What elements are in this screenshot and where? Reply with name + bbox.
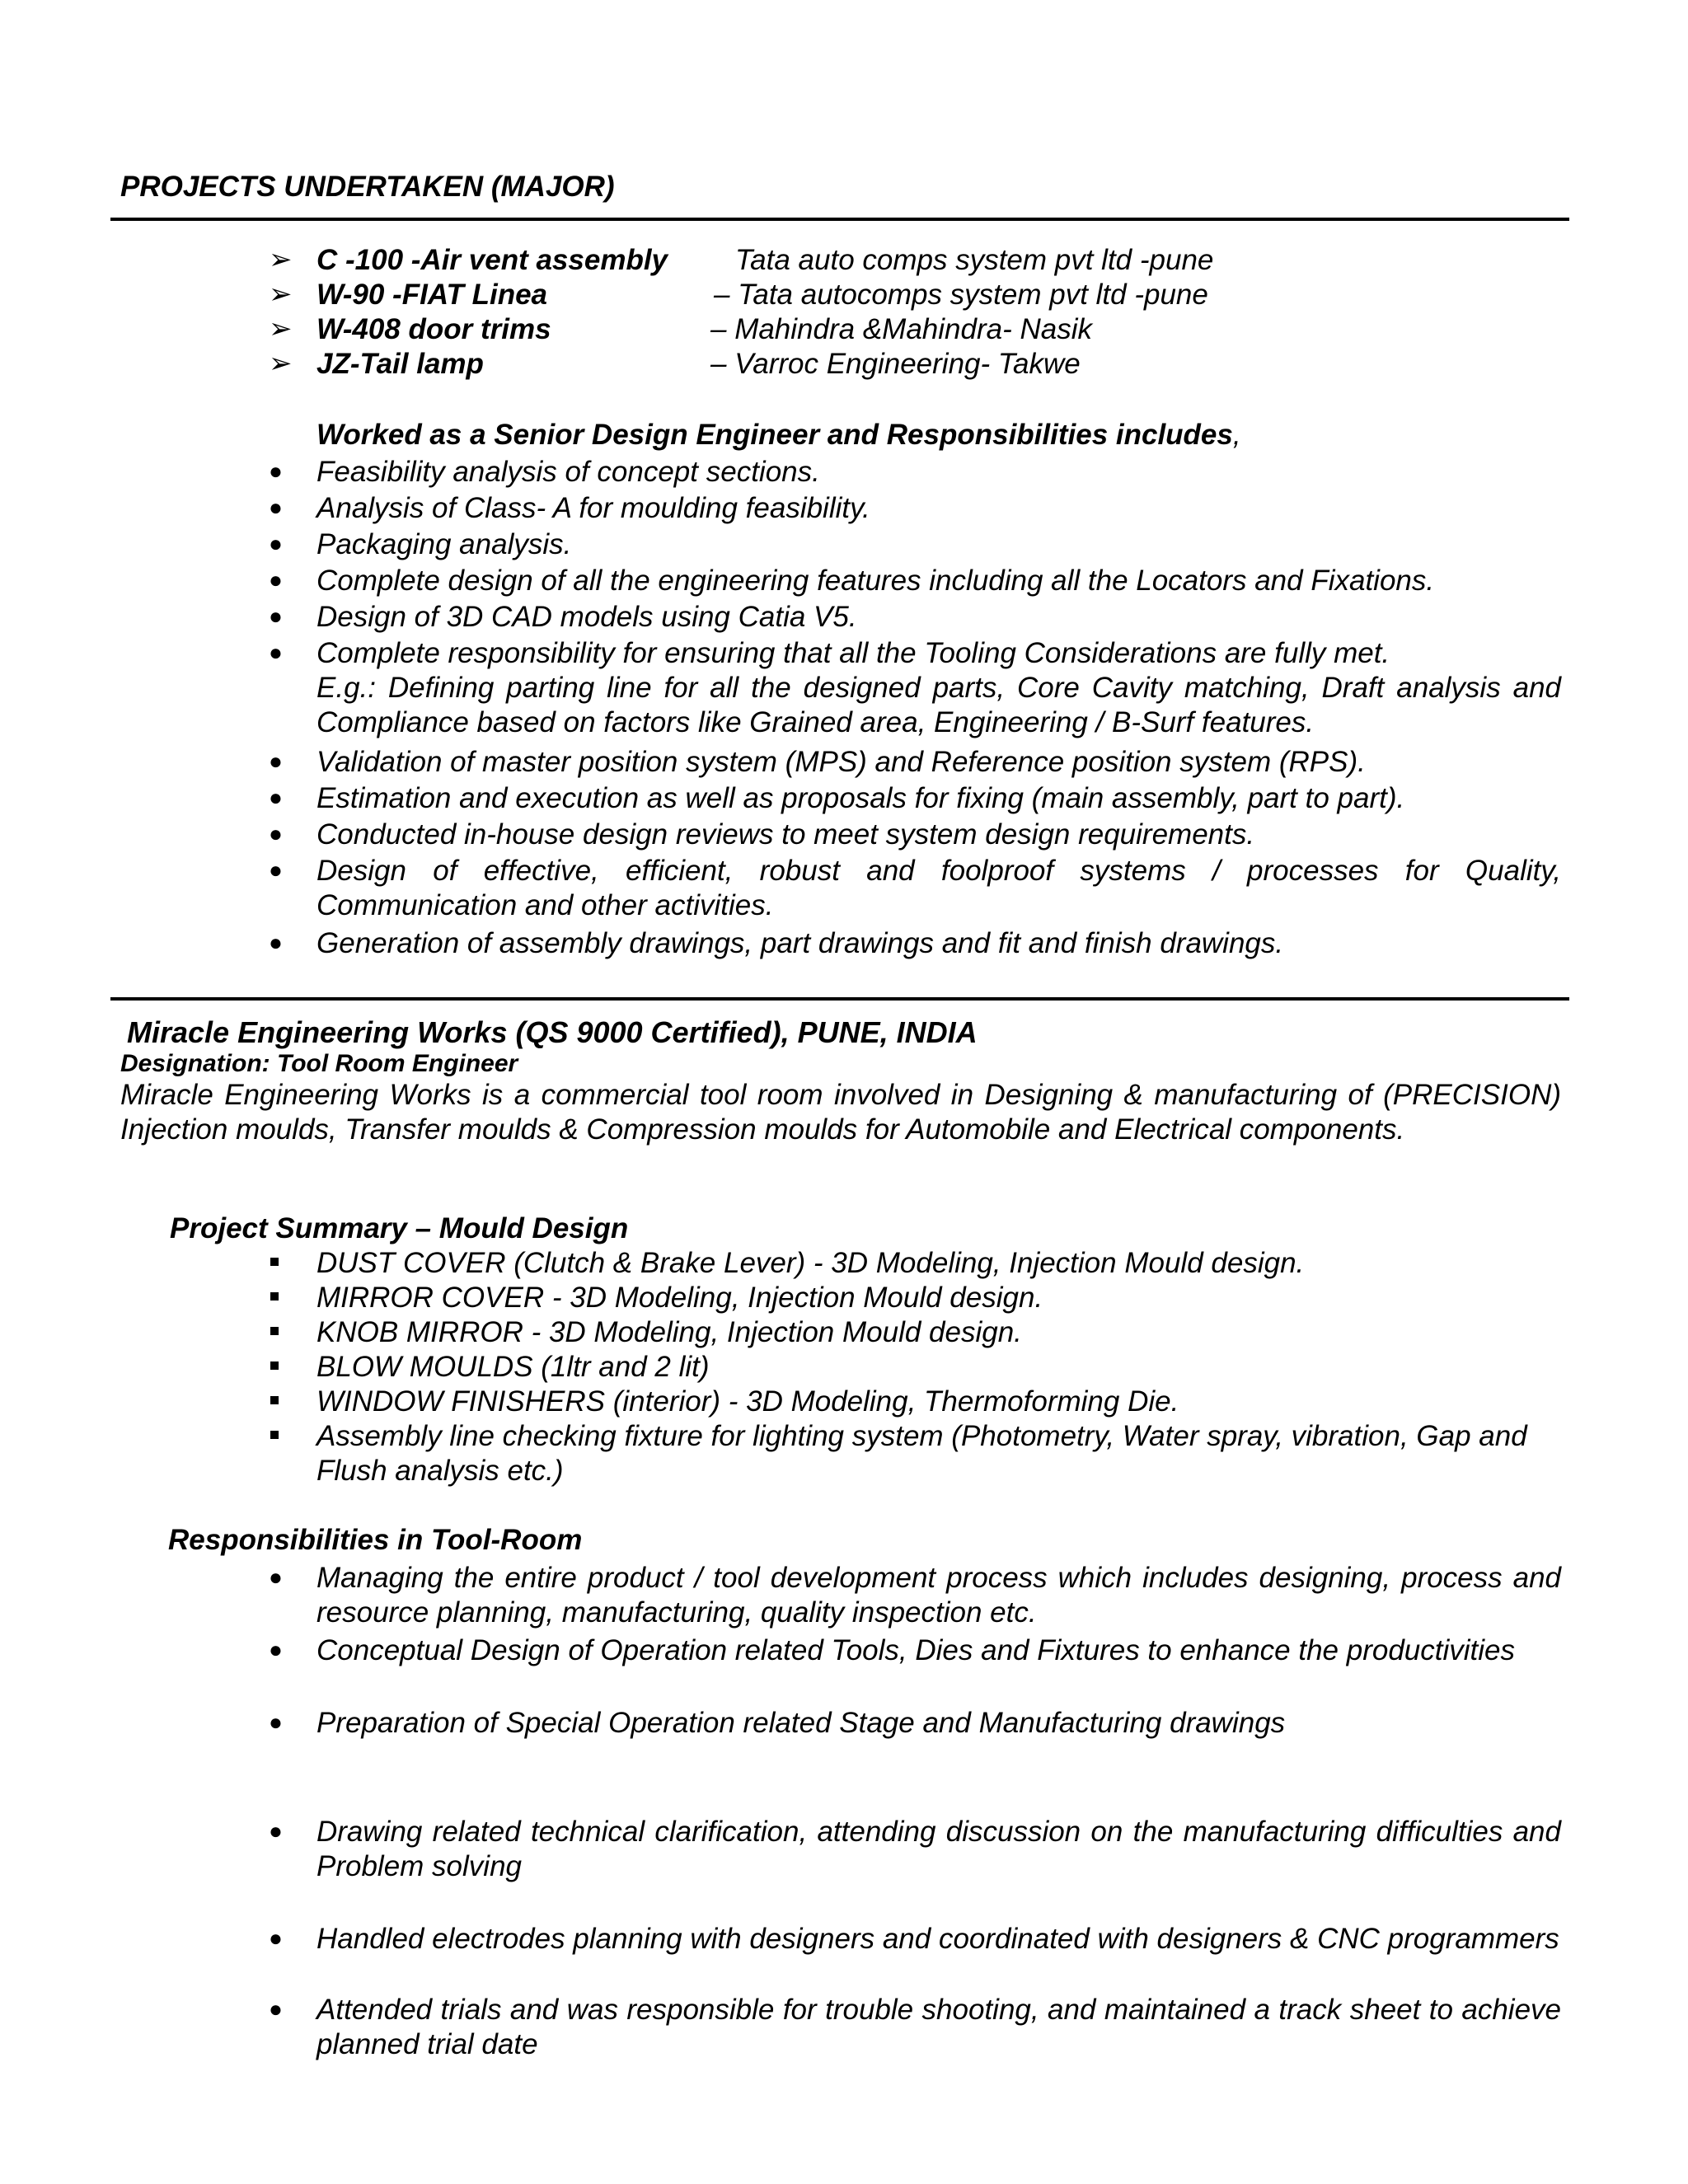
project-client: – Tata autocomps system pvt ltd -pune bbox=[714, 279, 1208, 311]
responsibility-item: Analysis of Class- A for moulding feasibility. bbox=[316, 492, 870, 524]
square-bullet-icon bbox=[270, 1431, 279, 1439]
responsibility-item: Complete design of all the engineering features including all the Locators and Fixations. bbox=[316, 565, 1435, 597]
toolroom-item: Attended trials and was responsible for trouble shooting, and maintained a track sheet to achieve planned trial date bbox=[316, 1994, 1561, 2060]
dot-bullet-icon: ● bbox=[269, 494, 283, 520]
section-divider bbox=[110, 997, 1569, 1001]
arrow-bullet-icon: ➢ bbox=[269, 313, 293, 344]
projects-heading: PROJECTS UNDERTAKEN (MAJOR) bbox=[120, 171, 615, 203]
responsibility-item: Generation of assembly drawings, part drawings and fit and finish drawings. bbox=[316, 927, 1284, 959]
role-text: Worked as a Senior Design Engineer and Responsibilities includes bbox=[316, 419, 1233, 451]
responsibility-item: Packaging analysis. bbox=[316, 528, 572, 560]
dot-bullet-icon: ● bbox=[269, 567, 283, 593]
arrow-bullet-icon: ➢ bbox=[269, 279, 293, 310]
dot-bullet-icon: ● bbox=[269, 748, 283, 774]
square-bullet-icon bbox=[270, 1258, 279, 1266]
dot-bullet-icon: ● bbox=[269, 821, 283, 846]
dot-bullet-icon: ● bbox=[269, 930, 283, 955]
toolroom-item: Managing the entire product / tool development process which includes designing, process and resource planning, manufacturing, quality inspection etc. bbox=[316, 1562, 1561, 1629]
dot-bullet-icon: ● bbox=[269, 640, 283, 665]
dot-bullet-icon: ● bbox=[269, 531, 283, 556]
dot-bullet-icon: ● bbox=[269, 458, 283, 484]
responsibility-item: Feasibility analysis of concept sections. bbox=[316, 456, 820, 488]
designation: Designation: Tool Room Engineer bbox=[120, 1050, 518, 1077]
project-client: – Varroc Engineering- Takwe bbox=[710, 348, 1081, 380]
toolroom-heading: Responsibilities in Tool-Room bbox=[168, 1524, 583, 1556]
project-client: Tata auto comps system pvt ltd -pune bbox=[735, 244, 1214, 276]
summary-item: DUST COVER (Clutch & Brake Lever) - 3D Modeling, Injection Mould design. bbox=[316, 1247, 1305, 1279]
responsibility-item: Estimation and execution as well as proposals for fixing (main assembly, part to part). bbox=[316, 782, 1405, 814]
project-client: – Mahindra &Mahindra- Nasik bbox=[710, 313, 1092, 345]
dot-bullet-icon: ● bbox=[269, 1925, 283, 1951]
square-bullet-icon bbox=[270, 1292, 279, 1301]
responsibility-item: Design of effective, efficient, robust and foolproof systems / processes for Quality, Communication and other activities. bbox=[316, 855, 1561, 921]
square-bullet-icon bbox=[270, 1396, 279, 1404]
dot-bullet-icon: ● bbox=[269, 1996, 283, 2022]
responsibility-item: Complete responsibility for ensuring that all the Tooling Considerations are fully met. bbox=[316, 637, 1390, 669]
responsibility-detail: E.g.: Defining parting line for all the designed parts, Core Cavity matching, Draft analysis and Compliance based on factors like Grained area, Engineering / B-Surf features. bbox=[316, 672, 1561, 738]
project-name: JZ-Tail lamp bbox=[316, 348, 484, 380]
summary-item: MIRROR COVER - 3D Modeling, Injection Mould design. bbox=[316, 1282, 1043, 1314]
summary-heading: Project Summary – Mould Design bbox=[170, 1212, 629, 1244]
dot-bullet-icon: ● bbox=[269, 1637, 283, 1662]
role-comma: , bbox=[1232, 419, 1241, 451]
responsibility-item: Conducted in-house design reviews to meet system design requirements. bbox=[316, 818, 1255, 851]
project-name: W-408 door trims bbox=[316, 313, 551, 345]
summary-item: KNOB MIRROR - 3D Modeling, Injection Mould design. bbox=[316, 1316, 1022, 1348]
square-bullet-icon bbox=[270, 1327, 279, 1335]
responsibility-item: Design of 3D CAD models using Catia V5. bbox=[316, 601, 857, 633]
summary-item: BLOW MOULDS (1ltr and 2 lit) bbox=[316, 1351, 710, 1383]
toolroom-item: Preparation of Special Operation related Stage and Manufacturing drawings bbox=[316, 1707, 1286, 1739]
role-line bbox=[316, 418, 1241, 452]
dot-bullet-icon: ● bbox=[269, 1564, 283, 1590]
dot-bullet-icon: ● bbox=[269, 1709, 283, 1735]
toolroom-item: Handled electrodes planning with designers and coordinated with designers & CNC programmers bbox=[316, 1923, 1559, 1955]
arrow-bullet-icon: ➢ bbox=[269, 244, 293, 275]
dot-bullet-icon: ● bbox=[269, 1818, 283, 1844]
project-name: W-90 -FIAT Linea bbox=[316, 279, 547, 311]
section-divider bbox=[110, 218, 1569, 221]
square-bullet-icon bbox=[270, 1361, 279, 1370]
responsibility-item: Validation of master position system (MPS) and Reference position system (RPS). bbox=[316, 746, 1366, 778]
company-description: Miracle Engineering Works is a commercial tool room involved in Designing & manufacturing of (PRECISION) Injection moulds, Transfer moulds & Compression moulds for Automobile and Electrical components. bbox=[120, 1079, 1561, 1146]
summary-item: Assembly line checking fixture for lighting system (Photometry, Water spray, vibration, Gap and Flush analysis etc.) bbox=[316, 1420, 1527, 1487]
project-name: C -100 -Air vent assembly bbox=[316, 244, 668, 276]
dot-bullet-icon: ● bbox=[269, 603, 283, 629]
dot-bullet-icon: ● bbox=[269, 785, 283, 810]
company-name: Miracle Engineering Works (QS 9000 Certified), PUNE, INDIA bbox=[127, 1015, 978, 1049]
dot-bullet-icon: ● bbox=[269, 857, 283, 883]
toolroom-item: Drawing related technical clarification, attending discussion on the manufacturing difficulties and Problem solving bbox=[316, 1816, 1561, 1882]
summary-item: WINDOW FINISHERS (interior) - 3D Modeling, Thermoforming Die. bbox=[316, 1385, 1179, 1418]
toolroom-item: Conceptual Design of Operation related Tools, Dies and Fixtures to enhance the productivities bbox=[316, 1634, 1515, 1666]
arrow-bullet-icon: ➢ bbox=[269, 348, 293, 379]
